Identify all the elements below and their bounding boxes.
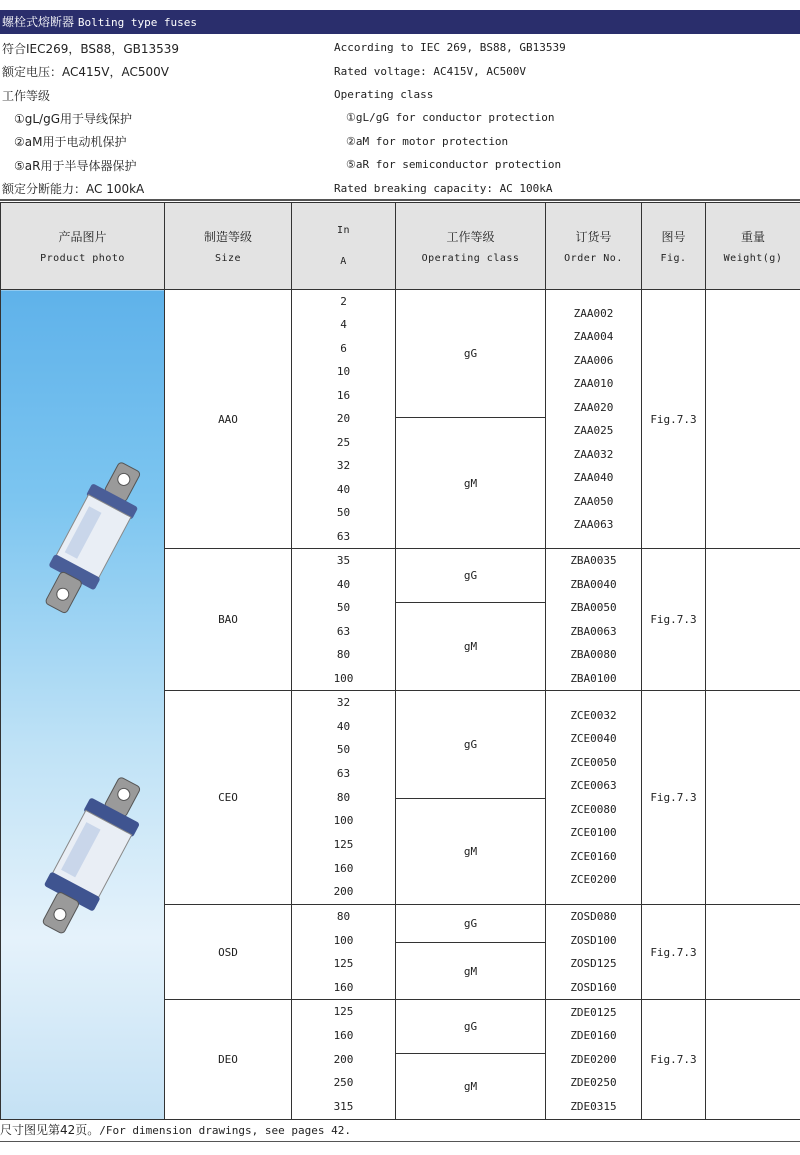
current-value: 63	[336, 624, 351, 638]
order-number: ZBA0040	[570, 577, 617, 591]
current-value: 20	[336, 412, 351, 426]
order-list	[546, 1000, 642, 1120]
fig-cell: Fig.7.3	[642, 549, 706, 691]
order-number: ZAA006	[573, 353, 614, 367]
header-fig: 图号 Fig.	[642, 203, 706, 290]
order-number: ZAA025	[573, 424, 614, 437]
current-value: 100	[333, 814, 354, 828]
order-list	[546, 691, 642, 905]
header-photo: 产品图片 Product photo	[1, 203, 165, 290]
current-list	[292, 549, 396, 691]
top-rule	[0, 199, 800, 201]
order-number: ZBA0050	[570, 601, 617, 614]
spec-left-6: 额定分断能力：AC 100kA	[2, 182, 145, 196]
order-number: ZCE0080	[570, 802, 617, 816]
spec-left-2: 工作等级	[2, 89, 51, 103]
current-value: 4	[340, 318, 347, 332]
current-list	[292, 691, 396, 905]
fuse-photo-icon	[20, 770, 160, 945]
current-list	[292, 1000, 396, 1120]
current-value: 25	[336, 435, 351, 449]
current-value: 63	[336, 529, 351, 543]
op-class-value: gM	[463, 1080, 478, 1093]
weight-cell	[706, 290, 800, 549]
order-number: ZDE0200	[570, 1052, 617, 1066]
order-number: ZOSD160	[570, 980, 617, 994]
table-body	[1, 290, 800, 1120]
op-class-value: gG	[396, 691, 545, 799]
current-value: 100	[333, 933, 354, 947]
current-value: 80	[336, 910, 351, 923]
current-value: 40	[336, 577, 351, 591]
op-class-cell	[396, 691, 546, 905]
op-class-value: gM	[463, 845, 478, 858]
title-en: Bolting type fuses	[77, 16, 198, 29]
order-number: ZCE0050	[570, 755, 617, 769]
current-value: 50	[336, 601, 351, 614]
order-number: ZDE0125	[570, 1005, 617, 1019]
current-list	[292, 905, 396, 1000]
fig-cell: Fig.7.3	[642, 1000, 706, 1120]
spec-right-2: Operating class	[334, 88, 434, 101]
op-class-cell	[396, 905, 546, 1000]
spec-left-5: ⑤aR用于半导体器保护	[14, 159, 137, 173]
spec-right-1: Rated voltage: AC415V, AC500V	[334, 65, 527, 78]
spec-right-0: According to IEC 269, BS88, GB13539	[334, 41, 566, 54]
current-value: 40	[336, 719, 351, 733]
order-number: ZCE0100	[570, 826, 617, 839]
current-value: 100	[333, 671, 354, 685]
header-weight: 重量 Weight(g)	[706, 203, 800, 290]
current-value: 40	[336, 482, 351, 496]
current-value: 63	[336, 766, 351, 780]
current-value: 32	[336, 696, 351, 709]
table-header-row	[1, 203, 800, 290]
fuse-photo-icon	[20, 455, 160, 630]
current-value: 125	[333, 1005, 354, 1018]
op-class-value: gM	[463, 640, 478, 653]
current-value: 200	[333, 885, 354, 899]
spec-right-6: Rated breaking capacity: AC 100kA	[334, 182, 553, 195]
weight-cell	[706, 549, 800, 691]
current-value: 160	[333, 980, 354, 994]
order-number: ZCE0040	[570, 732, 617, 745]
current-value: 200	[333, 1052, 354, 1066]
current-value: 10	[336, 365, 351, 379]
current-value: 50	[336, 743, 351, 757]
current-value: 250	[333, 1076, 354, 1090]
op-class-value: gG	[396, 905, 545, 943]
op-class-value: gM	[463, 964, 478, 978]
order-number: ZCE0032	[570, 708, 617, 722]
op-class-value: gM	[463, 476, 478, 490]
op-class-cell	[396, 290, 546, 549]
spec-left-3: ①gL/gG用于导线保护	[14, 112, 133, 126]
order-number: ZOSD080	[570, 910, 617, 923]
size-cell: AAO	[165, 290, 292, 549]
current-value: 125	[333, 957, 354, 970]
bottom-rule	[0, 1141, 800, 1142]
order-number: ZBA0063	[570, 624, 617, 638]
order-number: ZBA0100	[570, 671, 617, 685]
order-number: ZAA032	[573, 447, 614, 461]
fuse-table	[0, 202, 800, 1120]
order-list	[546, 905, 642, 1000]
spec-left-4: ②aM用于电动机保护	[14, 135, 127, 149]
op-class-value: gG	[396, 549, 545, 603]
weight-cell	[706, 691, 800, 905]
title-bar	[0, 10, 800, 34]
order-number: ZAA010	[573, 377, 614, 390]
order-number: ZDE0160	[570, 1029, 617, 1043]
current-value: 160	[333, 861, 354, 875]
current-value: 160	[333, 1028, 354, 1042]
current-value: 6	[340, 341, 347, 355]
header-order: 订货号 Order No.	[546, 203, 642, 290]
current-value: 32	[336, 459, 351, 473]
header-in: In A	[292, 203, 396, 290]
op-class-value: gG	[396, 1000, 545, 1054]
current-list	[292, 290, 396, 549]
size-cell: DEO	[165, 1000, 292, 1120]
current-value: 2	[340, 295, 347, 308]
current-value: 315	[333, 1100, 354, 1114]
order-number: ZOSD100	[570, 933, 617, 947]
fig-cell: Fig.7.3	[642, 290, 706, 549]
spec-right-5: ⑤aR for semiconductor protection	[346, 158, 562, 171]
order-number: ZAA004	[573, 330, 614, 343]
order-number: ZDE0250	[570, 1076, 617, 1090]
fig-cell: Fig.7.3	[642, 905, 706, 1000]
op-class-value: gG	[396, 290, 545, 418]
op-class-cell	[396, 549, 546, 691]
order-number: ZCE0160	[570, 849, 617, 863]
footer-cn: 尺寸图见第42页。	[0, 1123, 100, 1137]
op-class-cell	[396, 1000, 546, 1120]
spec-left-0: 符合IEC269，BS88，GB13539	[2, 42, 180, 56]
footer-en: /For dimension drawings, see pages 42.	[99, 1124, 351, 1137]
current-value: 16	[336, 388, 351, 402]
spec-left-1: 额定电压：AC415V，AC500V	[2, 65, 169, 79]
order-list	[546, 290, 642, 549]
weight-cell	[706, 905, 800, 1000]
order-number: ZAA063	[573, 518, 614, 531]
order-number: ZDE0315	[570, 1099, 617, 1113]
order-number: ZBA0080	[570, 648, 617, 661]
order-number: ZCE0063	[570, 779, 617, 792]
order-number: ZAA002	[573, 306, 614, 320]
current-value: 80	[336, 790, 351, 804]
fig-cell: Fig.7.3	[642, 691, 706, 905]
size-cell: CEO	[165, 691, 292, 905]
order-number: ZOSD125	[570, 957, 617, 970]
order-number: ZCE0200	[570, 873, 617, 886]
order-number: ZAA050	[573, 494, 614, 508]
spec-right-4: ②aM for motor protection	[346, 135, 509, 148]
header-op: 工作等级 Operating class	[396, 203, 546, 290]
current-value: 125	[333, 837, 354, 851]
footer-note	[0, 1121, 351, 1138]
product-photo	[1, 290, 165, 1120]
spec-right-3: ①gL/gG for conductor protection	[346, 111, 555, 124]
title-cn: 螺栓式熔断器	[2, 15, 75, 29]
current-value: 35	[336, 554, 351, 567]
size-cell: OSD	[165, 905, 292, 1000]
size-cell: BAO	[165, 549, 292, 691]
current-value: 50	[336, 506, 351, 520]
current-value: 80	[336, 648, 351, 661]
weight-cell	[706, 1000, 800, 1120]
header-size: 制造等级 Size	[165, 203, 292, 290]
order-number: ZAA040	[573, 471, 614, 484]
order-number: ZBA0035	[570, 554, 617, 567]
order-list	[546, 549, 642, 691]
order-number: ZAA020	[573, 400, 614, 414]
